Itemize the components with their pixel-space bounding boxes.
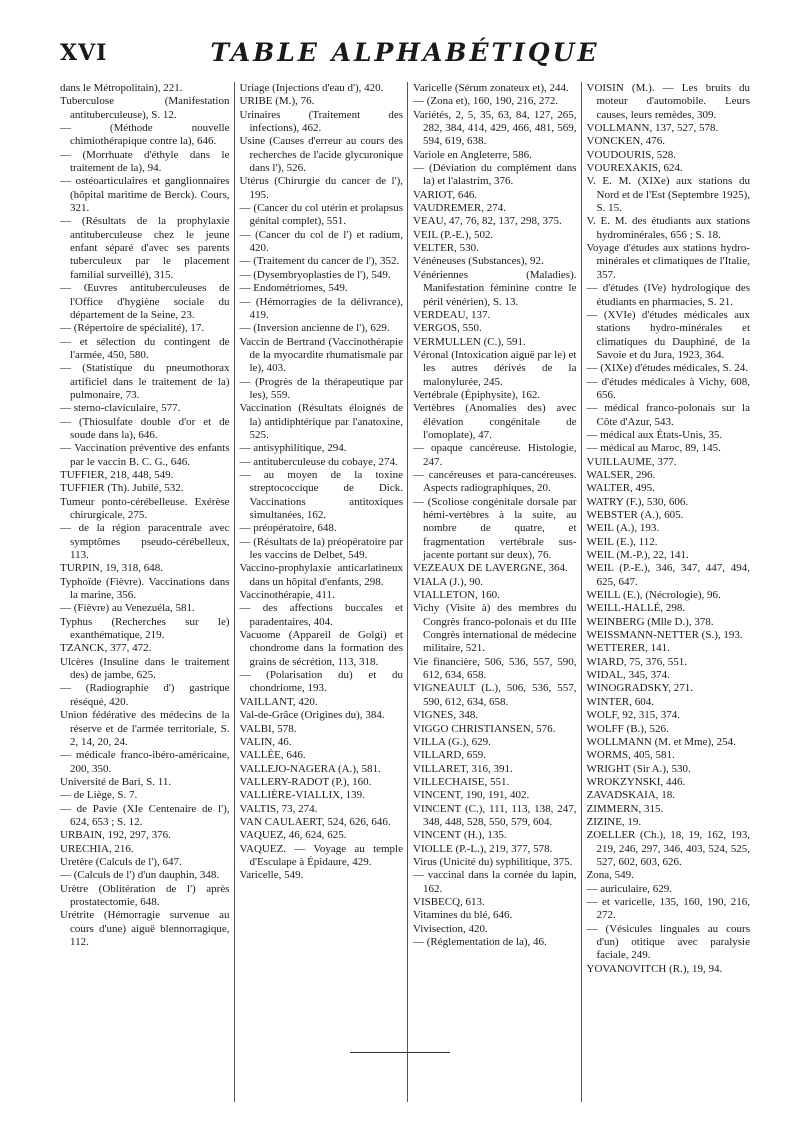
index-entry: WEIL (A.), 193. [586, 522, 660, 535]
index-entry: VEIL (P.-E.), 502. [413, 228, 494, 241]
index-entry: — d'études (IVe) hydrologique des étudiants en pharmacies, S. 21. [586, 282, 750, 308]
index-entry: VAILLANT, 420. [239, 695, 318, 708]
index-entry: VILLARET, 316, 391. [413, 762, 513, 775]
index-entry: WINTER, 604. [586, 695, 655, 708]
index-entry: VISBECQ, 613. [413, 895, 485, 908]
index-entry: V. E. M. (XIXe) aux stations du Nord et de l'Est (Septembre 1925), S. 15. [586, 175, 750, 215]
index-entry: — ostéoarticulaires et ganglionnaires (hôpital maritime de Berck). Cours, 321. [60, 175, 230, 215]
index-entry: WOLF, 92, 315, 374. [586, 709, 681, 722]
index-entry: WIARD, 75, 376, 551. [586, 655, 688, 668]
index-entry: — cancéreuses et para-cancéreuses. Aspects radiographiques, 20. [413, 468, 577, 495]
index-entry: — antituberculeuse du cobaye, 274. [239, 455, 398, 468]
index-entry: Utérus (Chirurgie du cancer de l'), 195. [239, 175, 403, 201]
index-entry: — (Polarisation du) et du chondriome, 193. [239, 669, 403, 695]
index-entry: VALLÉE, 646. [239, 749, 306, 762]
index-entry: Tumeur ponto-cérébelleuse. Exérèse chirurgicale, 275. [60, 495, 230, 521]
index-entry: Uriage (Injections d'eau d'), 420. [239, 82, 384, 94]
index-entry: Vitamines du blé, 646. [413, 909, 513, 922]
index-entry: Vaccination (Résultats éloignés de la) antidiphtérique par l'anatoxine, 525. [239, 402, 403, 441]
index-entry: WRIGHT (Sir A.), 530. [586, 762, 691, 775]
index-entry: VAN CAULAERT, 524, 626, 646. [239, 815, 391, 828]
index-entry: — (Morrhuate d'éthyle dans le traitement de la), 94. [60, 148, 230, 175]
index-entry: — vaccinal dans la cornée du lapin, 162. [413, 869, 577, 895]
index-entry: WOLLMANN (M. et Mme), 254. [586, 735, 736, 748]
index-entry: — de Pavie (XIe Centenaire de l'), 624, 653 ; S. 12. [60, 802, 230, 828]
index-entry: VIGNEAULT (L.), 506, 536, 557, 590, 612, 634, 658. [413, 682, 577, 708]
index-entry: VOUDOURIS, 528. [586, 148, 677, 161]
index-entry: Vaccinothérapie, 411. [239, 589, 335, 602]
index-entry: WIDAL, 345, 374. [586, 669, 670, 682]
index-entry: Vie financière, 506, 536, 557, 590, 612, 634, 658. [413, 655, 577, 682]
index-entry: — sterno-claviculaire, 577. [60, 402, 181, 415]
index-entry: WOLFF (B.), 526. [586, 722, 669, 735]
index-entry: VOLLMANN, 137, 527, 578. [586, 122, 719, 135]
index-entry: — de la région paracentrale avec symptômes pseudo-cérébelleux, 113. [60, 522, 230, 562]
index-entry: — (Dysembryoplasties de l'), 549. [239, 268, 391, 281]
index-entry: VALLERY-RADOT (P.), 160. [239, 775, 372, 788]
index-entry: WATRY (F.), 530, 606. [586, 495, 689, 508]
index-entry: — au moyen de la toxine streptococcique de Dick. Vaccinations antitoxiques simultanées, 162. [239, 468, 403, 521]
index-entry: Uretère (Calculs de l'), 647. [60, 855, 182, 868]
index-entry: — médical aux États-Unis, 35. [586, 428, 723, 441]
index-entry: URBAIN, 192, 297, 376. [60, 829, 171, 842]
index-entry: VINCENT, 190, 191, 402. [413, 789, 530, 802]
index-entry: Vaccin de Bertrand (Vaccinothérapie de la myocardite rhumatismale par le), 403. [239, 335, 403, 375]
index-entry: — (Scoliose congénitale dorsale par hémi-vertèbres à la suite, au nombre de quatre, et fragmentation vertébrale sus-jacente portant sur deux), 76. [413, 495, 577, 562]
index-entry: ZIZINE, 19. [586, 815, 642, 828]
index-entry: — et sélection du contingent de l'armée, 450, 580. [60, 335, 230, 361]
index-entry: TZANCK, 377, 472. [60, 642, 152, 655]
index-entry: Union fédérative des médecins de la réserve et de l'armée territoriale, S. 2, 14, 20, 24. [60, 709, 230, 748]
index-entry: Varicelle, 549. [239, 869, 304, 882]
index-entry: VERDEAU, 137. [413, 308, 491, 321]
index-entry: WEIL (P.-E.), 346, 347, 447, 494, 625, 647. [586, 562, 750, 588]
footer-rule [350, 1052, 450, 1053]
index-entry: Usine (Causes d'erreur au cours des recherches de l'acide glycuronique dans l'), 526. [239, 135, 403, 175]
index-entry: URIBE (M.), 76. [239, 95, 315, 108]
index-entry: Vénériennes (Maladies). Manifestation féminine contre le péril vénérien), S. 13. [413, 268, 577, 308]
index-entry: VAUDREMER, 274. [413, 202, 507, 215]
index-entry: — et varicelle, 135, 160, 190, 216, 272. [586, 895, 750, 922]
index-column-2 [234, 82, 408, 1102]
index-entry: — (Résultats de la) préopératoire par les vaccins de Delbet, 549. [239, 535, 403, 562]
index-entry: VILLARD, 659. [413, 749, 487, 762]
index-entry: Typhus (Recherches sur le) exanthématique, 219. [60, 615, 230, 642]
index-entry: — auriculaire, 629. [586, 882, 673, 895]
index-entry: Vertébrale (Épiphysite), 162. [413, 388, 541, 401]
index-entry: TURPIN, 19, 318, 648. [60, 562, 163, 575]
index-entry: — d'études médicales à Vichy, 608, 656. [586, 375, 750, 401]
index-entry: VAQUEZ, 46, 624, 625. [239, 829, 347, 842]
index-entry: WALSER, 296. [586, 468, 656, 481]
index-entry: VIALA (J.), 90. [413, 575, 483, 588]
index-entry: — (Radiographie d') gastrique réséqué, 420. [60, 682, 230, 708]
index-entry: Véronal (Intoxication aiguë par le) et les autres dérivés de la malonylurée, 245. [413, 348, 577, 388]
index-entry: Vaccino-prophylaxie anticarlatineux dans un hôpital d'enfants, 298. [239, 562, 403, 588]
index-entry: VALIN, 46. [239, 735, 292, 748]
index-entry: VALLIÈRE-VIALLIX, 139. [239, 789, 365, 802]
page-number: XVI [60, 40, 108, 66]
index-entry: VINCENT (H.), 135. [413, 829, 507, 842]
index-entry: VOISIN (M.). — Les bruits du moteur d'automobile. Leurs causes, leurs remèdes, 309. [586, 82, 750, 121]
index-entry: WALTER, 495. [586, 482, 655, 495]
page-title: TABLE ALPHABÉTIQUE [210, 38, 600, 67]
index-entry: Vacuome (Appareil de Golgi) et chondrome dans la formation des grains de sécrétion, 113, 318. [239, 629, 403, 668]
index-entry: ZIMMERN, 315. [586, 802, 664, 815]
index-entry: Variole en Angleterre, 586. [413, 148, 532, 161]
index-entry: — (Cancer du col utérin et prolapsus génital complet), 551. [239, 202, 403, 228]
index-entry: TUFFIER (Th). Jubilé, 532. [60, 482, 184, 495]
index-entry: — (Résultats de la prophylaxie antituberculeuse chez le jeune enfant séparé d'avec ses parents tuberculeux par le placement familial surveillé), 315. [60, 215, 230, 281]
index-entry: WORMS, 405, 581. [586, 749, 675, 762]
index-entry: WEIL (M.-P.), 22, 141. [586, 549, 689, 562]
index-entry: Tuberculose (Manifestation antituberculeuse), S. 12. [60, 95, 230, 121]
index-entry: — (Progrès de la thérapeutique par les), 559. [239, 375, 403, 401]
index-entry: — (Inversion ancienne de l'), 629. [239, 322, 390, 335]
index-entry: — (Déviation du complément dans la) et l'alastrim, 376. [413, 162, 577, 188]
index-entry: — opaque cancéreuse. Histologie, 247. [413, 442, 577, 468]
index-entry: VOUREXAKIS, 624. [586, 162, 683, 175]
index-entry: — (Traitement du cancer de l'), 352. [239, 255, 400, 268]
index-entry: WEILL (E.), (Nécrologie), 96. [586, 589, 721, 602]
index-entry: dans le Métropolitain), 221. [60, 82, 183, 94]
index-entry: WEBSTER (A.), 605. [586, 509, 684, 521]
index-entry: Varicelle (Sérum zonateux et), 244. [413, 82, 569, 94]
index-entry: Urinaires (Traitement des infections), 462. [239, 108, 403, 135]
index-entry: VALBI, 578. [239, 722, 297, 735]
index-entry: Ulcères (Insuline dans le traitement des) de jambe, 625. [60, 655, 230, 682]
index-entry: — (Vésicules linguales au cours d'un) otitique avec paralysie faciale, 249. [586, 922, 750, 962]
index-entry: V. E. M. des étudiants aux stations hydrominérales, 656 ; S. 18. [586, 215, 750, 241]
index-entry: VONCKEN, 476. [586, 135, 666, 148]
index-entry: Vivisection, 420. [413, 922, 488, 935]
index-entry: Université de Bari, S. 11. [60, 775, 172, 788]
index-columns [60, 82, 754, 1102]
index-entry: VILLA (G.), 629. [413, 735, 491, 748]
index-entry: ZAVADSKAIA, 18. [586, 789, 676, 802]
index-entry: — médical au Maroc, 89, 145. [586, 442, 721, 455]
index-entry: URECHIA, 216. [60, 842, 134, 855]
index-entry: — médicale franco-ibéro-américaine, 200, 350. [60, 749, 230, 775]
index-entry: WEISSMANN-NETTER (S.), 193. [586, 629, 743, 642]
index-entry: Virus (Unicité du) syphilitique, 375. [413, 855, 573, 868]
index-entry: — Endométriomes, 549. [239, 282, 348, 295]
index-entry: WEINBERG (Mlle D.), 378. [586, 615, 714, 628]
index-entry: YOVANOVITCH (R.), 19, 94. [586, 962, 723, 975]
index-entry: VERMULLEN (C.), 591. [413, 335, 526, 348]
index-entry: — Vaccination préventive des enfants par le vaccin B. C. G., 646. [60, 442, 230, 468]
index-entry: VELTER, 530. [413, 242, 479, 255]
index-entry: Vertèbres (Anomalies des) avec élévation congénitale de l'omoplate), 47. [413, 402, 577, 441]
index-entry: — antisyphilitique, 294. [239, 442, 347, 455]
index-column-1 [60, 82, 234, 1102]
index-entry: VIGNES, 348. [413, 709, 479, 722]
index-entry: WEILL-HALLÉ, 298. [586, 602, 686, 615]
index-entry: VEZEAUX DE LAVERGNE, 364. [413, 562, 568, 575]
index-entry: — (Méthode nouvelle chimiothérapique contre la), 646. [60, 122, 230, 148]
index-entry: — (XIXe) d'études médicales, S. 24. [586, 362, 748, 375]
index-entry: Vénéneuses (Substances), 92. [413, 255, 544, 268]
index-entry: Val-de-Grâce (Origines du), 384. [239, 709, 385, 722]
index-entry: Typhoïde (Fièvre). Vaccinations dans la marine, 356. [60, 575, 230, 602]
index-entry: — (XVIe) d'études médicales aux stations hydro-minérales et climatiques du Dauphiné, de la Savoie et du Jura, 1923, 364. [586, 308, 750, 361]
index-entry: WEIL (E.), 112. [586, 535, 658, 548]
index-entry: VIOLLE (P.-L.), 219, 377, 578. [413, 842, 553, 855]
index-entry: VALTIS, 73, 274. [239, 802, 318, 815]
index-entry: — (Calculs de l') d'un dauphin, 348. [60, 869, 220, 882]
index-column-4 [581, 82, 755, 1102]
index-entry: VILLECHAISE, 551. [413, 775, 510, 788]
index-entry: VEAU, 47, 76, 82, 137, 298, 375. [413, 215, 562, 228]
index-entry: — Œuvres antituberculeuses de l'Office d'hygiène sociale du département de la Seine, 23. [60, 282, 230, 321]
index-entry: Voyage d'études aux stations hydro-minérales et climatiques de l'Italie, 357. [586, 242, 750, 281]
index-entry: — (Cancer du col de l') et radium, 420. [239, 228, 403, 255]
index-entry: WETTERER, 141. [586, 642, 670, 655]
index-entry: — des affections buccales et paradentaires, 404. [239, 602, 403, 628]
index-entry: Variétés, 2, 5, 35, 63, 84, 127, 265, 282, 384, 414, 429, 466, 481, 569, 594, 619, 638. [413, 108, 577, 148]
index-entry: VIGGO CHRISTIANSEN, 576. [413, 722, 556, 735]
page-header [60, 34, 750, 74]
index-entry: Vichy (Visite à) des membres du Congrès franco-polonais et du IIIe Congrès international de médecine militaire, 521. [413, 602, 577, 655]
index-entry: VALLEJO-NAGERA (A.), 581. [239, 762, 381, 775]
index-entry: Urétrite (Hémorragie survenue au cours d'une) aiguë blennorragique, 112. [60, 909, 230, 948]
index-entry: — (Répertoire de spécialité), 17. [60, 322, 205, 335]
index-entry: — (Zona et), 160, 190, 216, 272. [413, 95, 559, 108]
index-entry: Zona, 549. [586, 869, 634, 882]
index-entry: — (Thiosulfate double d'or et de soude dans la), 646. [60, 415, 230, 441]
index-entry: VINCENT (C.), 111, 113, 138, 247, 348, 448, 528, 550, 579, 604. [413, 802, 577, 828]
index-entry: — de Liège, S. 7. [60, 789, 138, 802]
index-entry: — médical franco-polonais sur la Côte d'Azur, 543. [586, 402, 750, 428]
index-column-3 [407, 82, 581, 1102]
index-entry: WINOGRADSKY, 271. [586, 682, 693, 695]
index-entry: VUILLAUME, 377. [586, 455, 677, 468]
index-entry: — (Hémorragies de la délivrance), 419. [239, 295, 403, 321]
index-entry: VAQUEZ. — Voyage au temple d'Esculape à Épidaure, 429. [239, 842, 403, 868]
index-entry: — (Statistique du pneumothorax artificiel dans le traitement de la) pulmonaire, 73. [60, 362, 230, 401]
index-entry: — (Réglementation de la), 46. [413, 936, 547, 948]
index-entry: VIALLETON, 160. [413, 589, 500, 602]
index-entry: — préopératoire, 648. [239, 522, 337, 535]
index-entry: ZOELLER (Ch.), 18, 19, 162, 193, 219, 246, 297, 346, 403, 524, 525, 527, 602, 603, 626. [586, 829, 750, 868]
index-entry: WROKZYNSKI, 446. [586, 775, 686, 788]
index-entry: VERGOS, 550. [413, 322, 482, 335]
index-entry: TUFFIER, 218, 448, 549. [60, 468, 174, 481]
index-entry: Urètre (Oblitération de l') après prostatectomie, 648. [60, 882, 230, 908]
index-entry: VARIOT, 646. [413, 188, 478, 201]
index-entry: — (Fièvre) au Venezuéla, 581. [60, 602, 195, 615]
